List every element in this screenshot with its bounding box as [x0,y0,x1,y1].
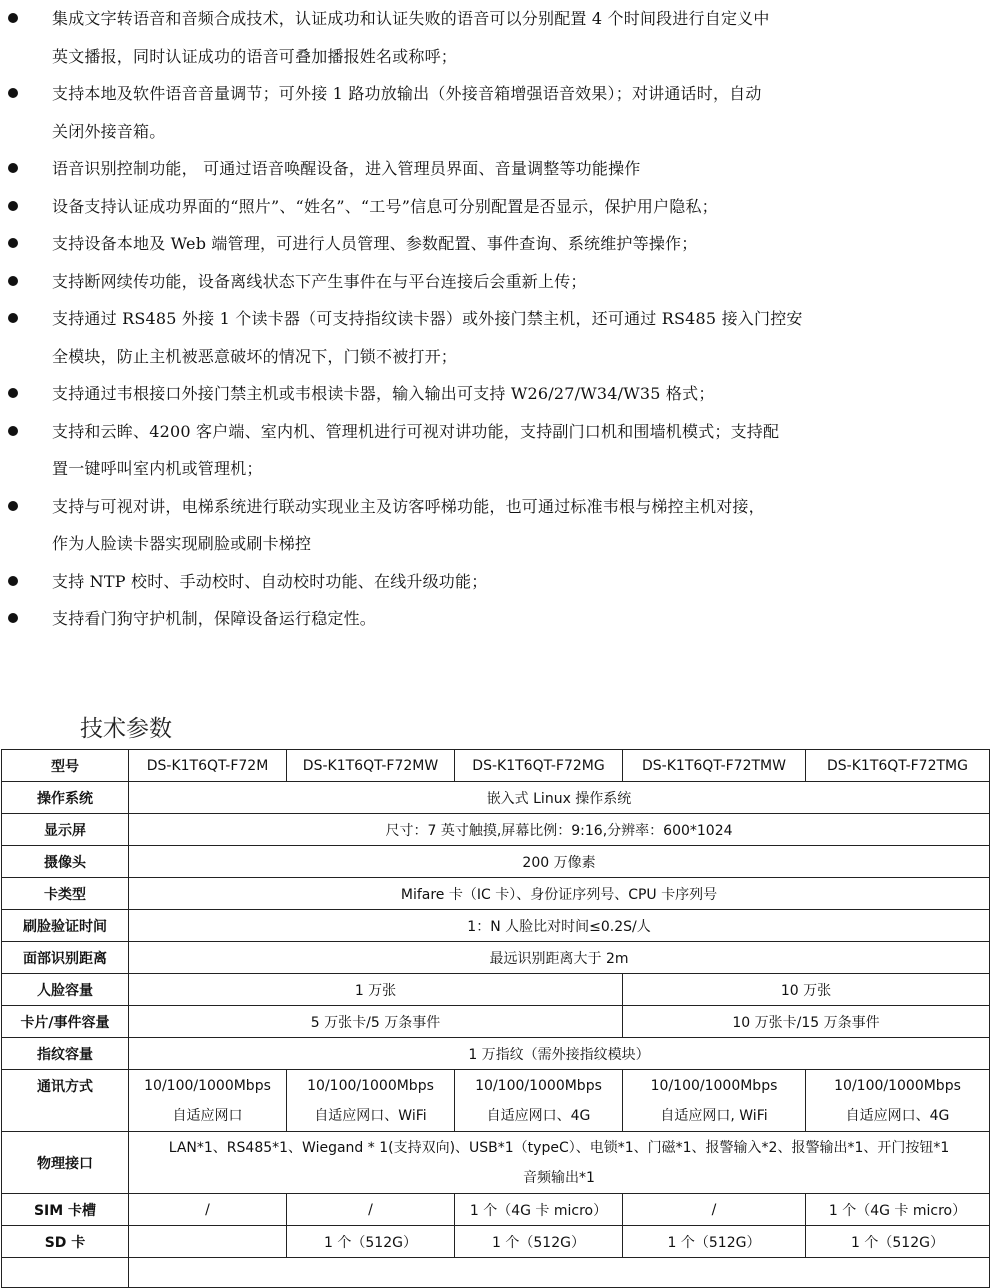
table-cell: / [287,1194,455,1226]
bullet-icon [8,501,18,511]
table-cell [287,1070,455,1132]
row-label: 通讯方式 [2,1070,129,1132]
table-row [2,910,990,942]
cell-line: 自适应网口、WiFi [314,1107,427,1124]
row-label: 指纹容量 [2,1038,129,1070]
bullet-icon [8,576,18,586]
table-cell: 1 个（512G） [287,1226,455,1258]
table-row [2,1006,990,1038]
table-cell: 1 个（512G） [623,1226,806,1258]
cell-line: 自适应网口 [172,1107,243,1124]
cell-line: 10/100/1000Mbps [144,1077,271,1094]
table-cell: 1 个（512G） [806,1226,990,1258]
bullet-icon [8,88,18,98]
feature-line: 支持 NTP 校时、手动校时、自动校时功能、在线升级功能； [52,571,488,591]
bullet-icon [8,13,18,23]
row-label: 卡片/事件容量 [2,1006,129,1038]
row-label: 人脸容量 [2,974,129,1006]
spec-table [1,749,990,1288]
table-cell: 1 万张 [129,974,623,1006]
table-cell [2,1258,129,1288]
feature-item [0,563,990,601]
row-label: 刷脸验证时间 [2,910,129,942]
bullet-icon [8,313,18,323]
table-row [2,814,990,846]
model-cell: DS-K1T6QT-F72TMG [806,750,990,782]
table-row [2,1070,990,1132]
feature-line: 关闭外接音箱。 [52,121,166,141]
bullet-icon [8,163,18,173]
feature-item [0,488,990,563]
table-cell [129,1070,287,1132]
feature-item [0,263,990,301]
table-cell: 最远识别距离大于 2m [129,942,990,974]
table-row [2,782,990,814]
table-cell [129,1132,990,1194]
table-row [2,846,990,878]
bullet-icon [8,276,18,286]
cell-line: LAN*1、RS485*1、Wiegand * 1(支持双向)、USB*1（typeC）、电锁*1、门磁*1、报警输入*2、报警输出*1、开门按钮*1 [168,1139,950,1156]
bullet-icon [8,388,18,398]
feature-item [0,300,990,375]
table-row [2,1258,990,1288]
row-label: 操作系统 [2,782,129,814]
table-cell [623,1070,806,1132]
cell-line: 音频输出*1 [523,1169,595,1186]
feature-line: 设备支持认证成功界面的“照片”、“姓名”、“工号”信息可分别配置是否显示，保护用户隐私； [52,196,718,216]
feature-line: 支持通过 RS485 外接 1 个读卡器（可支持指纹读卡器）或外接门禁主机，还可通过 RS485 接入门控安 [52,309,803,328]
table-cell: / [129,1194,287,1226]
row-label: SD 卡 [2,1226,129,1258]
feature-line: 支持本地及软件语音音量调节；可外接 1 路功放输出（外接音箱增强语音效果）；对讲通话时，自动 [52,84,762,103]
table-row [2,1132,990,1194]
feature-line: 支持断网续传功能，设备离线状态下产生事件在与平台连接后会重新上传； [52,271,587,291]
model-cell: DS-K1T6QT-F72M [129,750,287,782]
feature-item [0,0,990,75]
cell-line: 自适应网口, WiFi [660,1107,768,1124]
bullet-icon [8,238,18,248]
table-cell [129,1258,990,1288]
feature-line: 支持看门狗守护机制，保障设备运行稳定性。 [52,609,377,628]
feature-list [0,0,990,638]
table-row [2,1038,990,1070]
table-cell: 1 个（512G） [455,1226,623,1258]
feature-line: 语音识别控制功能， 可通过语音唤醒设备，进入管理员界面、音量调整等功能操作 [52,159,641,178]
feature-line: 置一键呼叫室内机或管理机； [52,459,263,478]
table-cell: 1 个（4G 卡 micro） [806,1194,990,1226]
table-cell: 10 万张 [623,974,990,1006]
table-cell [455,1070,623,1132]
table-cell: 尺寸：7 英寸触摸,屏幕比例：9:16,分辨率：600*1024 [129,814,990,846]
table-cell: 200 万像素 [129,846,990,878]
table-cell: 10 万张卡/15 万条事件 [623,1006,990,1038]
table-cell [129,1226,287,1258]
table-row [2,942,990,974]
feature-item [0,225,990,263]
feature-item [0,375,990,413]
table-row [2,1194,990,1226]
table-row [2,1226,990,1258]
bullet-icon [8,201,18,211]
cell-line: 10/100/1000Mbps [475,1077,602,1094]
model-cell: DS-K1T6QT-F72TMW [623,750,806,782]
row-label: 摄像头 [2,846,129,878]
feature-line: 支持通过韦根接口外接门禁主机或韦根读卡器，输入输出可支持 W26/27/W34/W35 格式； [52,384,715,403]
table-cell: 嵌入式 Linux 操作系统 [129,782,990,814]
model-cell: DS-K1T6QT-F72MW [287,750,455,782]
cell-line: 自适应网口、4G [845,1107,950,1124]
cell-line: 10/100/1000Mbps [834,1077,961,1094]
feature-line: 全模块，防止主机被恶意破坏的情况下，门锁不被打开； [52,346,458,366]
table-cell: 1：N 人脸比对时间≤0.2S/人 [129,910,990,942]
feature-line: 支持设备本地及 Web 端管理，可进行人员管理、参数配置、事件查询、系统维护等操作； [52,234,698,253]
table-cell: 5 万张卡/5 万条事件 [129,1006,623,1038]
feature-line: 支持和云眸、4200 客户端、室内机、管理机进行可视对讲功能，支持副门口机和围墙机模式；支持配 [52,421,780,441]
feature-item [0,413,990,488]
row-label: 型号 [2,750,129,782]
row-label: 面部识别距离 [2,942,129,974]
feature-item [0,188,990,226]
row-label: 物理接口 [2,1132,129,1194]
table-cell [806,1070,990,1132]
feature-line: 集成文字转语音和音频合成技术，认证成功和认证失败的语音可以分别配置 4 个时间段进行自定义中 [52,9,770,28]
table-row [2,974,990,1006]
feature-line: 支持与可视对讲，电梯系统进行联动实现业主及访客呼梯功能，也可通过标准韦根与梯控主机对接， [52,496,765,516]
cell-line: 10/100/1000Mbps [307,1077,434,1094]
table-cell: Mifare 卡（IC 卡）、身份证序列号、CPU 卡序列号 [129,878,990,910]
bullet-icon [8,426,18,436]
table-row [2,878,990,910]
model-cell: DS-K1T6QT-F72MG [455,750,623,782]
feature-item [0,75,990,150]
table-cell: / [623,1194,806,1226]
section-title: 技术参数 [80,716,172,742]
table-cell: 1 个（4G 卡 micro） [455,1194,623,1226]
row-label: 显示屏 [2,814,129,846]
table-cell: 1 万指纹（需外接指纹模块） [129,1038,990,1070]
feature-line: 英文播报，同时认证成功的语音可叠加播报姓名或称呼； [52,46,458,66]
feature-item [0,600,990,638]
table-row [2,750,990,782]
cell-line: 10/100/1000Mbps [650,1077,778,1094]
row-label: 卡类型 [2,878,129,910]
row-label: SIM 卡槽 [2,1194,129,1226]
feature-item [0,150,990,188]
bullet-icon [8,613,18,623]
feature-line: 作为人脸读卡器实现刷脸或刷卡梯控 [52,534,312,553]
cell-line: 自适应网口、4G [486,1107,591,1124]
